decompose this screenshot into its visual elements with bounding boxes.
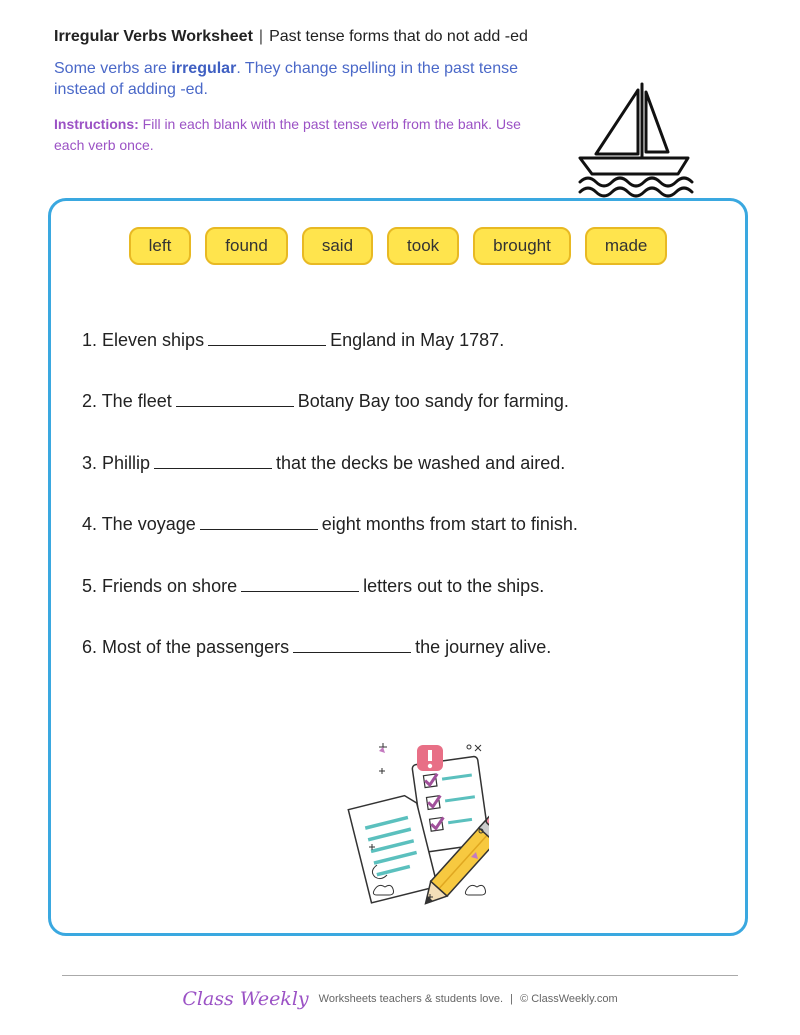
checklist-pencil-illustration [319,739,489,915]
question-after: letters out to the ships. [363,575,545,596]
word-chip: found [205,227,288,265]
question-before: 4. The voyage [82,514,196,535]
intro-part2: . They change spelling in the past tense instead of adding -ed. [54,60,518,98]
question-after: that the decks be washed and aired. [276,452,566,473]
worksheet-header [54,28,528,46]
answer-blank[interactable] [176,388,294,407]
question-before: 6. Most of the passengers [82,636,290,657]
worksheet-title: Irregular Verbs Worksheet [54,28,253,45]
question-before: 5. Friends on shore [82,575,238,596]
worksheet-card [48,198,748,936]
question-item [82,634,578,695]
question-before: 2. The fleet [82,391,172,412]
question-before: 1. Eleven ships [82,330,205,350]
header-separator: | [258,28,264,45]
footer-copyright: © ClassWeekly.com [520,993,618,1005]
question-after: eight months from start to finish. [321,514,578,535]
question-before: 3. Phillip [82,452,151,473]
answer-blank[interactable] [200,511,318,530]
instructions-lead: Instructions: [54,116,139,132]
question-item [82,327,578,388]
word-chip: made [585,227,668,265]
word-chip: took [387,227,459,265]
question-item [82,388,578,449]
word-chip: brought [473,227,571,265]
answer-blank[interactable] [208,327,326,346]
word-chip: said [302,227,373,265]
instructions [54,114,524,156]
question-after: England in May 1787. [330,330,505,350]
word-chip: left [129,227,192,265]
footer-separator: | [510,993,514,1005]
intro-bold-word: irregular [171,60,237,77]
intro-part1: Some verbs are [54,60,172,77]
sailboat-icon [572,78,696,200]
answer-blank[interactable] [154,450,272,469]
question-list [82,327,578,695]
intro-text [54,58,574,100]
word-bank [51,227,745,265]
question-after: the journey alive. [415,636,552,657]
footer-divider [62,975,738,976]
question-item [82,573,578,634]
brand-logo: Class Weekly [182,988,309,1010]
question-after: Botany Bay too sandy for farming. [297,391,569,412]
answer-blank[interactable] [293,634,411,653]
question-item [82,511,578,572]
footer [0,988,800,1010]
instructions-text: Fill in each blank with the past tense verb from the bank. Use each verb once. [54,116,521,153]
footer-tagline: Worksheets teachers & students love. [318,993,504,1005]
question-item [82,450,578,511]
worksheet-subtitle: Past tense forms that do not add -ed [269,28,528,45]
answer-blank[interactable] [241,573,359,592]
